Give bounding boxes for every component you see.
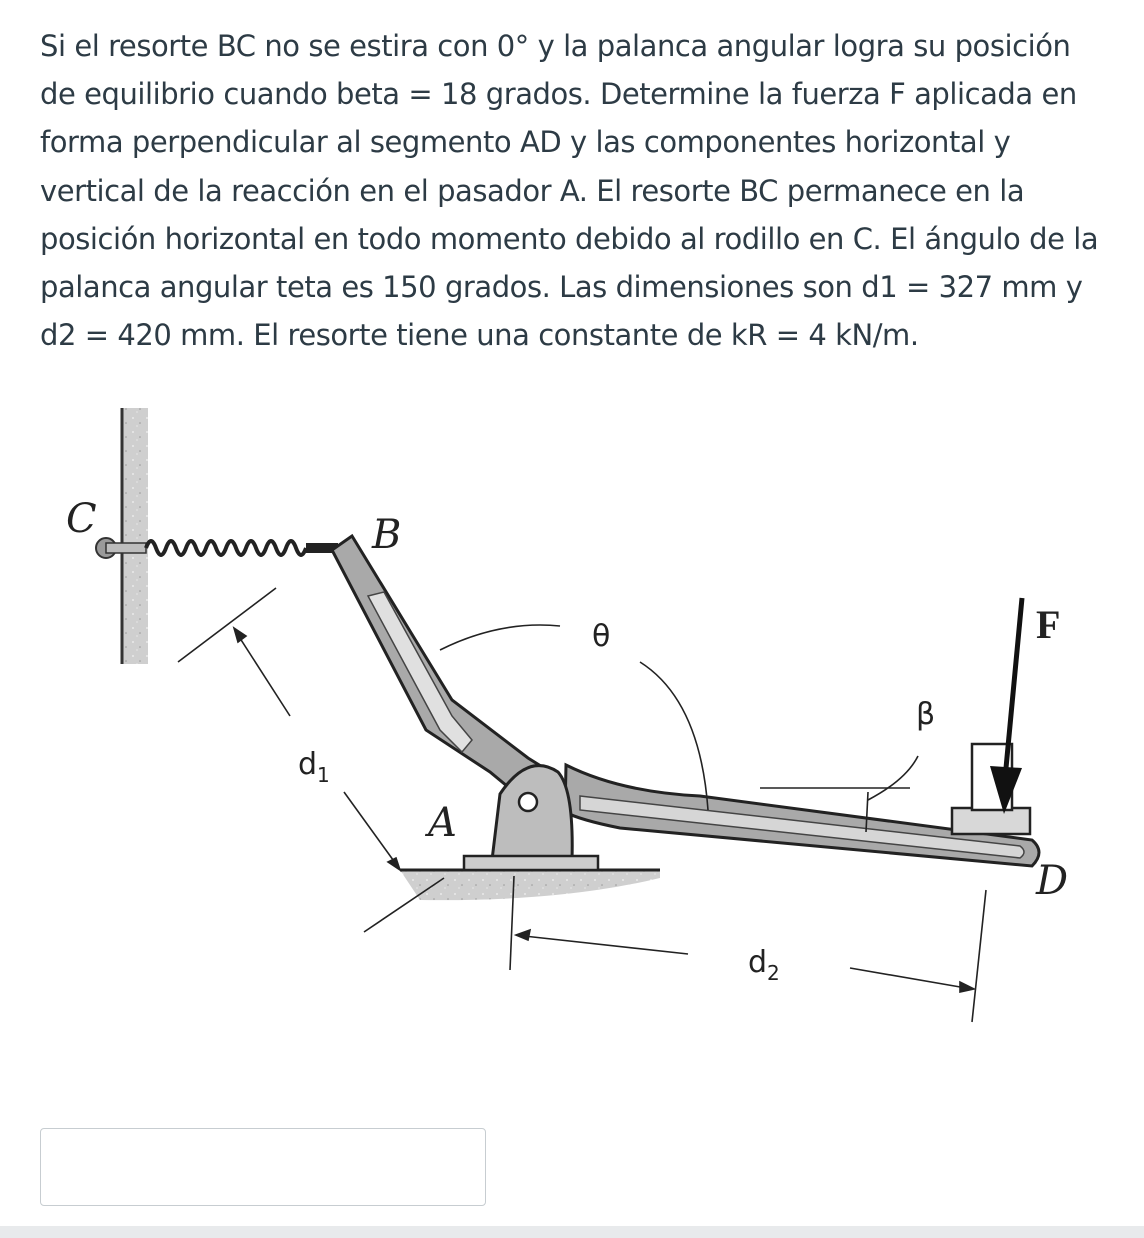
answer-input[interactable] xyxy=(40,1128,486,1206)
label-d1: $d_1$ xyxy=(298,747,330,787)
wall-support xyxy=(122,408,148,664)
label-a: A xyxy=(428,800,457,846)
force-arrow xyxy=(972,598,1022,814)
label-d2: $d_2$ xyxy=(748,945,780,985)
label-b: B xyxy=(372,512,402,558)
question-text: Si el resorte BC no se estira con 0° y la palanca angular logra su posición de equilibrio cuando beta = 18 grados. Determine la fuerza F aplicada en forma perpendicular al segmento AD y las componentes horizontal y vertical de la reacción en el pasador A. El resorte BC permanece en la posición horizontal en todo momento debido al rodillo en C. El ángulo de la palanca angular teta es 150 grados. Las dimensiones son d1 = 327 mm y d2 = 420 mm. El resorte tiene una constante de kR = 4 kN/m. xyxy=(40,29,1099,353)
label-beta: β xyxy=(916,697,936,732)
label-f: F xyxy=(1036,602,1061,647)
label-c: C xyxy=(66,496,97,542)
bottom-scroll-bar xyxy=(0,1226,1144,1238)
label-theta: θ xyxy=(592,619,611,654)
bell-crank-figure xyxy=(60,400,1090,1040)
label-d: D xyxy=(1036,858,1069,904)
ground xyxy=(400,870,660,900)
